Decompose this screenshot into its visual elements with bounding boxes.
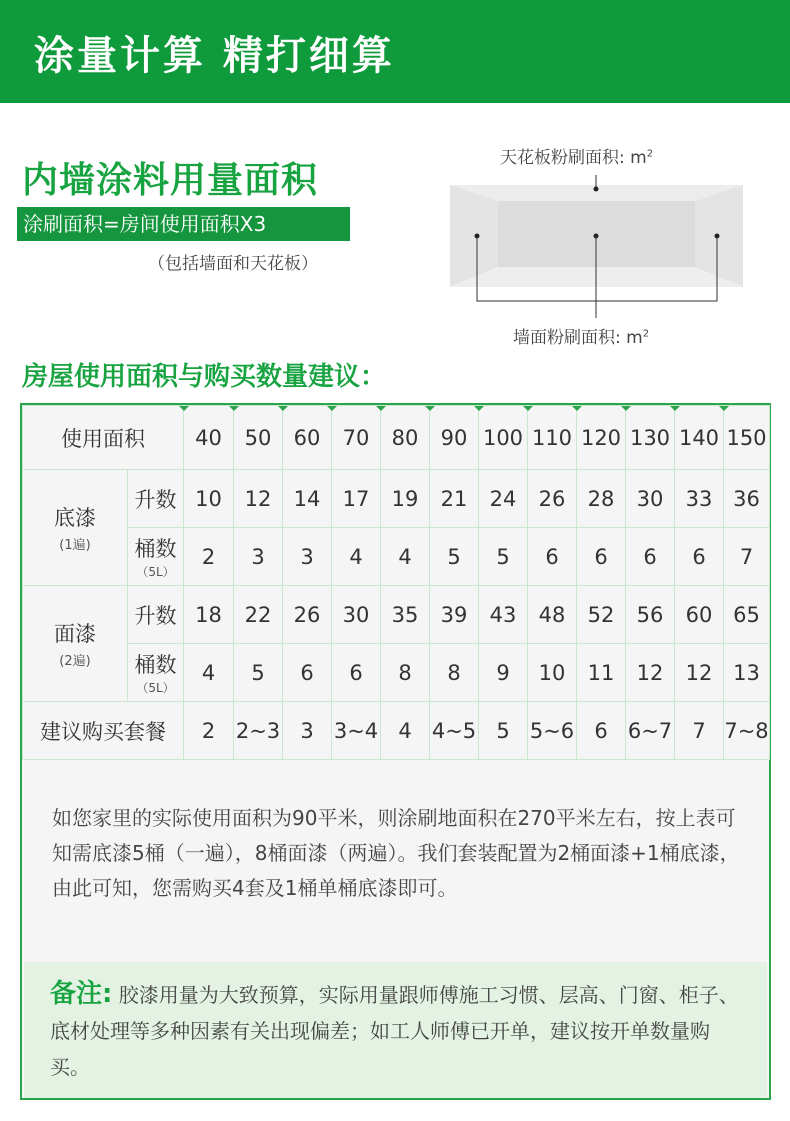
area-cell: 90	[430, 406, 479, 470]
value-cell: 5~6	[528, 702, 577, 760]
primer-label-cell: 底漆 (1遍)	[23, 470, 128, 586]
value-cell: 5	[479, 702, 528, 760]
topcoat-buckets-row	[23, 644, 770, 702]
value-cell: 2~3	[234, 702, 283, 760]
value-cell: 7	[724, 528, 770, 586]
buckets-label-cell: 桶数 （5L）	[128, 528, 184, 586]
value-cell: 6	[626, 528, 675, 586]
value-cell: 2	[184, 528, 234, 586]
value-cell: 3	[283, 528, 332, 586]
value-cell: 28	[577, 470, 626, 528]
value-cell: 21	[430, 470, 479, 528]
value-cell: 4~5	[430, 702, 479, 760]
recommendation-panel	[20, 403, 771, 1100]
package-row	[23, 702, 770, 760]
value-cell: 5	[234, 644, 283, 702]
area-cell: 130	[626, 406, 675, 470]
formula-note: （包括墙面和天花板）	[148, 254, 318, 274]
table-title: 房屋使用面积与购买数量建议：	[22, 362, 387, 392]
value-cell: 26	[283, 586, 332, 644]
value-cell: 14	[283, 470, 332, 528]
value-cell: 35	[381, 586, 430, 644]
value-cell: 6	[332, 644, 381, 702]
value-cell: 10	[184, 470, 234, 528]
value-cell: 26	[528, 470, 577, 528]
usage-table	[22, 405, 770, 760]
value-cell: 43	[479, 586, 528, 644]
value-cell: 22	[234, 586, 283, 644]
value-cell: 39	[430, 586, 479, 644]
area-cell: 70	[332, 406, 381, 470]
value-cell: 13	[724, 644, 770, 702]
value-cell: 11	[577, 644, 626, 702]
value-cell: 6	[577, 702, 626, 760]
value-cell: 3	[234, 528, 283, 586]
value-cell: 65	[724, 586, 770, 644]
primer-buckets-row	[23, 528, 770, 586]
value-cell: 17	[332, 470, 381, 528]
wall-area-label: 墙面粉刷面积: $m^2$	[513, 328, 650, 348]
value-cell: 3~4	[332, 702, 381, 760]
value-cell: 6	[283, 644, 332, 702]
formula-badge: 涂刷面积=房间使用面积X3	[17, 207, 350, 241]
value-cell: 7~8	[724, 702, 770, 760]
value-cell: 30	[626, 470, 675, 528]
value-cell: 30	[332, 586, 381, 644]
primer-liters-row	[23, 470, 770, 528]
value-cell: 36	[724, 470, 770, 528]
topcoat-liters-row	[23, 586, 770, 644]
value-cell: 48	[528, 586, 577, 644]
value-cell: 8	[430, 644, 479, 702]
area-cell: 140	[675, 406, 724, 470]
intro-title: 内墙涂料用量面积	[22, 160, 319, 201]
area-header: 使用面积	[23, 406, 184, 470]
value-cell: 3	[283, 702, 332, 760]
area-cell: 110	[528, 406, 577, 470]
value-cell: 12	[675, 644, 724, 702]
value-cell: 5	[430, 528, 479, 586]
value-cell: 56	[626, 586, 675, 644]
value-cell: 6	[528, 528, 577, 586]
value-cell: 4	[381, 702, 430, 760]
value-cell: 4	[381, 528, 430, 586]
package-label: 建议购买套餐	[23, 702, 184, 760]
value-cell: 10	[528, 644, 577, 702]
value-cell: 33	[675, 470, 724, 528]
value-cell: 12	[626, 644, 675, 702]
area-cell: 100	[479, 406, 528, 470]
value-cell: 4	[332, 528, 381, 586]
area-row	[23, 406, 770, 470]
value-cell: 2	[184, 702, 234, 760]
value-cell: 60	[675, 586, 724, 644]
area-cell: 50	[234, 406, 283, 470]
value-cell: 12	[234, 470, 283, 528]
example-paragraph: 如您家里的实际使用面积为90平米，则涂刷地面积在270平米左右，按上表可知需底漆5桶（一遍），8桶面漆（两遍）。我们套装配置为2桶面漆+1桶底漆，由此可知，您需购买4套及1桶单桶底漆即可。	[52, 806, 740, 900]
value-cell: 6~7	[626, 702, 675, 760]
value-cell: 52	[577, 586, 626, 644]
value-cell: 4	[184, 644, 234, 702]
area-cell: 80	[381, 406, 430, 470]
topcoat-label-cell: 面漆 (2遍)	[23, 586, 128, 702]
buckets-label-cell: 桶数 （5L）	[128, 644, 184, 702]
ceiling-marker	[594, 187, 599, 192]
area-cell: 40	[184, 406, 234, 470]
value-cell: 7	[675, 702, 724, 760]
remark-key: 备注:	[50, 979, 113, 1009]
value-cell: 19	[381, 470, 430, 528]
remark-text: 胶漆用量为大致预算，实际用量跟师傅施工习惯、层高、门窗、柜子、底材处理等多种因素有关出现偏差；如工人师傅已开单，建议按开单数量购买。	[50, 983, 739, 1079]
banner-title: 涂量计算 精打细算	[34, 33, 395, 79]
value-cell: 5	[479, 528, 528, 586]
value-cell: 9	[479, 644, 528, 702]
room-diagram	[445, 135, 750, 350]
liters-label: 升数	[128, 586, 184, 644]
value-cell: 18	[184, 586, 234, 644]
value-cell: 24	[479, 470, 528, 528]
area-cell: 60	[283, 406, 332, 470]
area-cell: 120	[577, 406, 626, 470]
value-cell: 8	[381, 644, 430, 702]
ceiling-area-label: 天花板粉刷面积: $m^2$	[500, 148, 654, 168]
area-cell: 150	[724, 406, 770, 470]
liters-label: 升数	[128, 470, 184, 528]
header-banner	[0, 0, 790, 103]
value-cell: 6	[577, 528, 626, 586]
remark-box	[24, 962, 767, 1098]
value-cell: 6	[675, 528, 724, 586]
